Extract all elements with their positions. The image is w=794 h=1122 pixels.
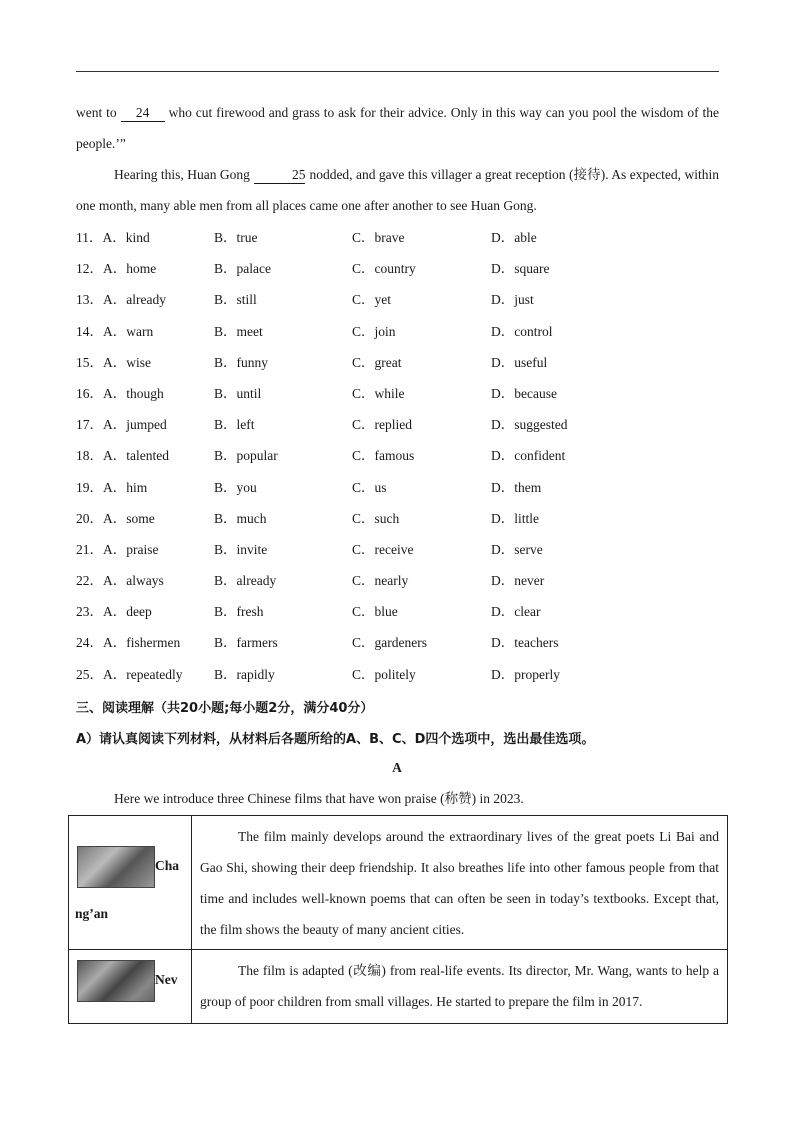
question-number: 13．: [76, 292, 103, 308]
film-table: [68, 815, 728, 1024]
option-row: [76, 378, 719, 409]
option-row: [76, 534, 719, 565]
option-row: [76, 503, 719, 534]
question-option-a: [76, 596, 152, 627]
option-c: C．country: [352, 261, 416, 277]
option-row: [76, 565, 719, 596]
option-c: C．such: [352, 510, 400, 526]
option-d: D．properly: [491, 666, 560, 682]
question-option-a: [76, 284, 166, 315]
option-d: D．confident: [491, 448, 566, 464]
question-option-a: [76, 316, 153, 347]
option-c: C．politely: [352, 666, 416, 682]
option-a: A．deep: [103, 604, 152, 620]
film-description: The film mainly develops around the extraordinary lives of the great poets Li Bai and Gao Shi, showing their deep friendship. It also breathes life into other famous people from that time and includes well-known poems that can often be seen in today’s textbooks. Except that, the film shows the beauty of many ancient cities.: [200, 829, 719, 937]
option-c: C．famous: [352, 448, 415, 464]
passage-label: A: [392, 760, 402, 775]
question-number: 12．: [76, 261, 103, 277]
option-b: B．palace: [214, 261, 271, 277]
option-row: [76, 659, 719, 690]
options-list: [76, 222, 719, 690]
option-b: B．still: [214, 292, 257, 308]
option-row: [76, 347, 719, 378]
question-number: 24．: [76, 635, 103, 651]
question-option-a: [76, 409, 167, 440]
option-row: [76, 627, 719, 658]
option-a: A．praise: [103, 541, 159, 557]
question-option-a: [76, 222, 150, 253]
option-row: [76, 222, 719, 253]
option-d: D．clear: [491, 604, 541, 620]
text-segment: who cut firewood and grass to ask for their advice. Only in this way can you pool the wisdom of the people.’”: [76, 105, 719, 151]
option-c: C．while: [352, 385, 405, 401]
option-d: D．able: [491, 230, 537, 245]
film-row-1: [69, 816, 727, 950]
option-c: C．great: [352, 354, 402, 370]
blank-25: 25: [254, 167, 306, 184]
option-c: C．replied: [352, 417, 412, 433]
text-segment: went to: [76, 105, 117, 120]
question-number: 17．: [76, 417, 103, 433]
question-option-a: [76, 627, 180, 658]
header-rule: [76, 71, 719, 72]
option-c: C．receive: [352, 541, 414, 557]
option-a: A．him: [103, 479, 148, 495]
film-title-part: Cha: [155, 858, 180, 873]
option-row: [76, 440, 719, 471]
question-option-a: [76, 253, 156, 284]
film-description: The film is adapted (改编) from real-life events. Its director, Mr. Wang, wants to help a group of poor children from small villages. He started to prepare the film in 2017.: [200, 963, 719, 1009]
passage-paragraph-2: [76, 159, 719, 221]
text-segment: nodded, and gave this villager a great reception (接待). As expected, within one month, many able men from all places came one after another to see Huan Gong.: [76, 167, 719, 213]
option-b: B．meet: [214, 323, 263, 339]
option-d: D．because: [491, 385, 557, 401]
blank-24: 24: [121, 105, 165, 122]
option-d: D．control: [491, 323, 553, 339]
option-a: A．always: [103, 573, 164, 589]
question-number: 20．: [76, 510, 103, 526]
question-number: 25．: [76, 666, 103, 682]
question-option-a: [76, 378, 164, 409]
film-poster-image: [77, 960, 155, 1002]
option-c: C．nearly: [352, 573, 409, 589]
question-number: 11．: [76, 230, 103, 245]
section-3-title: 三、阅读理解（共20小题;每小题2分，满分40分）: [76, 701, 374, 716]
question-number: 19．: [76, 479, 103, 495]
option-c: C．join: [352, 323, 396, 339]
option-d: D．them: [491, 479, 542, 495]
film-title-part: Nev: [155, 972, 178, 987]
film-title-cell: [69, 816, 192, 949]
option-a: A．wise: [103, 354, 151, 370]
option-d: D．square: [491, 261, 550, 277]
film-title-part: ng’an: [75, 906, 109, 921]
option-b: B．true: [214, 230, 258, 245]
film-title-cell: [69, 950, 192, 1023]
question-number: 15．: [76, 354, 103, 370]
question-option-a: [76, 565, 164, 596]
option-c: C．gardeners: [352, 635, 427, 651]
section-instruction: A）请认真阅读下列材料，从材料后各题所给的A、B、C、D四个选项中，选出最佳选项。: [76, 732, 595, 747]
option-b: B．much: [214, 510, 267, 526]
option-row: [76, 284, 719, 315]
option-d: D．little: [491, 510, 539, 526]
option-row: [76, 596, 719, 627]
question-number: 21．: [76, 541, 103, 557]
option-a: A．some: [103, 510, 155, 526]
option-b: B．popular: [214, 448, 278, 464]
question-number: 23．: [76, 604, 103, 620]
option-a: A．warn: [103, 323, 154, 339]
question-number: 14．: [76, 323, 103, 339]
option-d: D．suggested: [491, 417, 568, 433]
question-number: 18．: [76, 448, 103, 464]
option-b: B．fresh: [214, 604, 264, 620]
option-d: D．never: [491, 573, 545, 589]
passage-paragraph-1: [76, 97, 719, 159]
option-a: A．jumped: [103, 417, 167, 433]
option-row: [76, 472, 719, 503]
option-c: C．yet: [352, 292, 391, 308]
option-a: A．kind: [102, 230, 150, 245]
question-number: 22．: [76, 573, 103, 589]
option-d: D．teachers: [491, 635, 559, 651]
option-row: [76, 253, 719, 284]
option-a: A．already: [103, 292, 166, 308]
question-option-a: [76, 659, 182, 690]
reading-intro: Here we introduce three Chinese films that have won praise (称赞) in 2023.: [114, 791, 524, 806]
option-c: C．us: [352, 479, 387, 495]
option-c: C．brave: [352, 230, 405, 245]
option-a: A．repeatedly: [103, 666, 183, 682]
option-b: B．farmers: [214, 635, 278, 651]
option-d: D．just: [491, 292, 534, 308]
question-option-a: [76, 472, 147, 503]
film-row-2: [69, 950, 727, 1023]
option-d: D．useful: [491, 354, 548, 370]
option-row: [76, 316, 719, 347]
option-b: B．invite: [214, 541, 268, 557]
option-a: A．though: [103, 385, 164, 401]
option-b: B．already: [214, 573, 277, 589]
text-segment: Hearing this, Huan Gong: [114, 167, 250, 182]
option-b: B．rapidly: [214, 666, 275, 682]
option-b: B．left: [214, 417, 255, 433]
film-poster-image: [77, 846, 155, 888]
question-number: 16．: [76, 385, 103, 401]
option-b: B．until: [214, 385, 262, 401]
option-d: D．serve: [491, 541, 543, 557]
question-option-a: [76, 440, 169, 471]
option-a: A．home: [103, 261, 157, 277]
question-option-a: [76, 503, 155, 534]
question-option-a: [76, 534, 158, 565]
option-row: [76, 409, 719, 440]
option-a: A．talented: [103, 448, 169, 464]
option-b: B．you: [214, 479, 257, 495]
option-a: A．fishermen: [103, 635, 181, 651]
option-c: C．blue: [352, 604, 398, 620]
option-b: B．funny: [214, 354, 268, 370]
question-option-a: [76, 347, 151, 378]
